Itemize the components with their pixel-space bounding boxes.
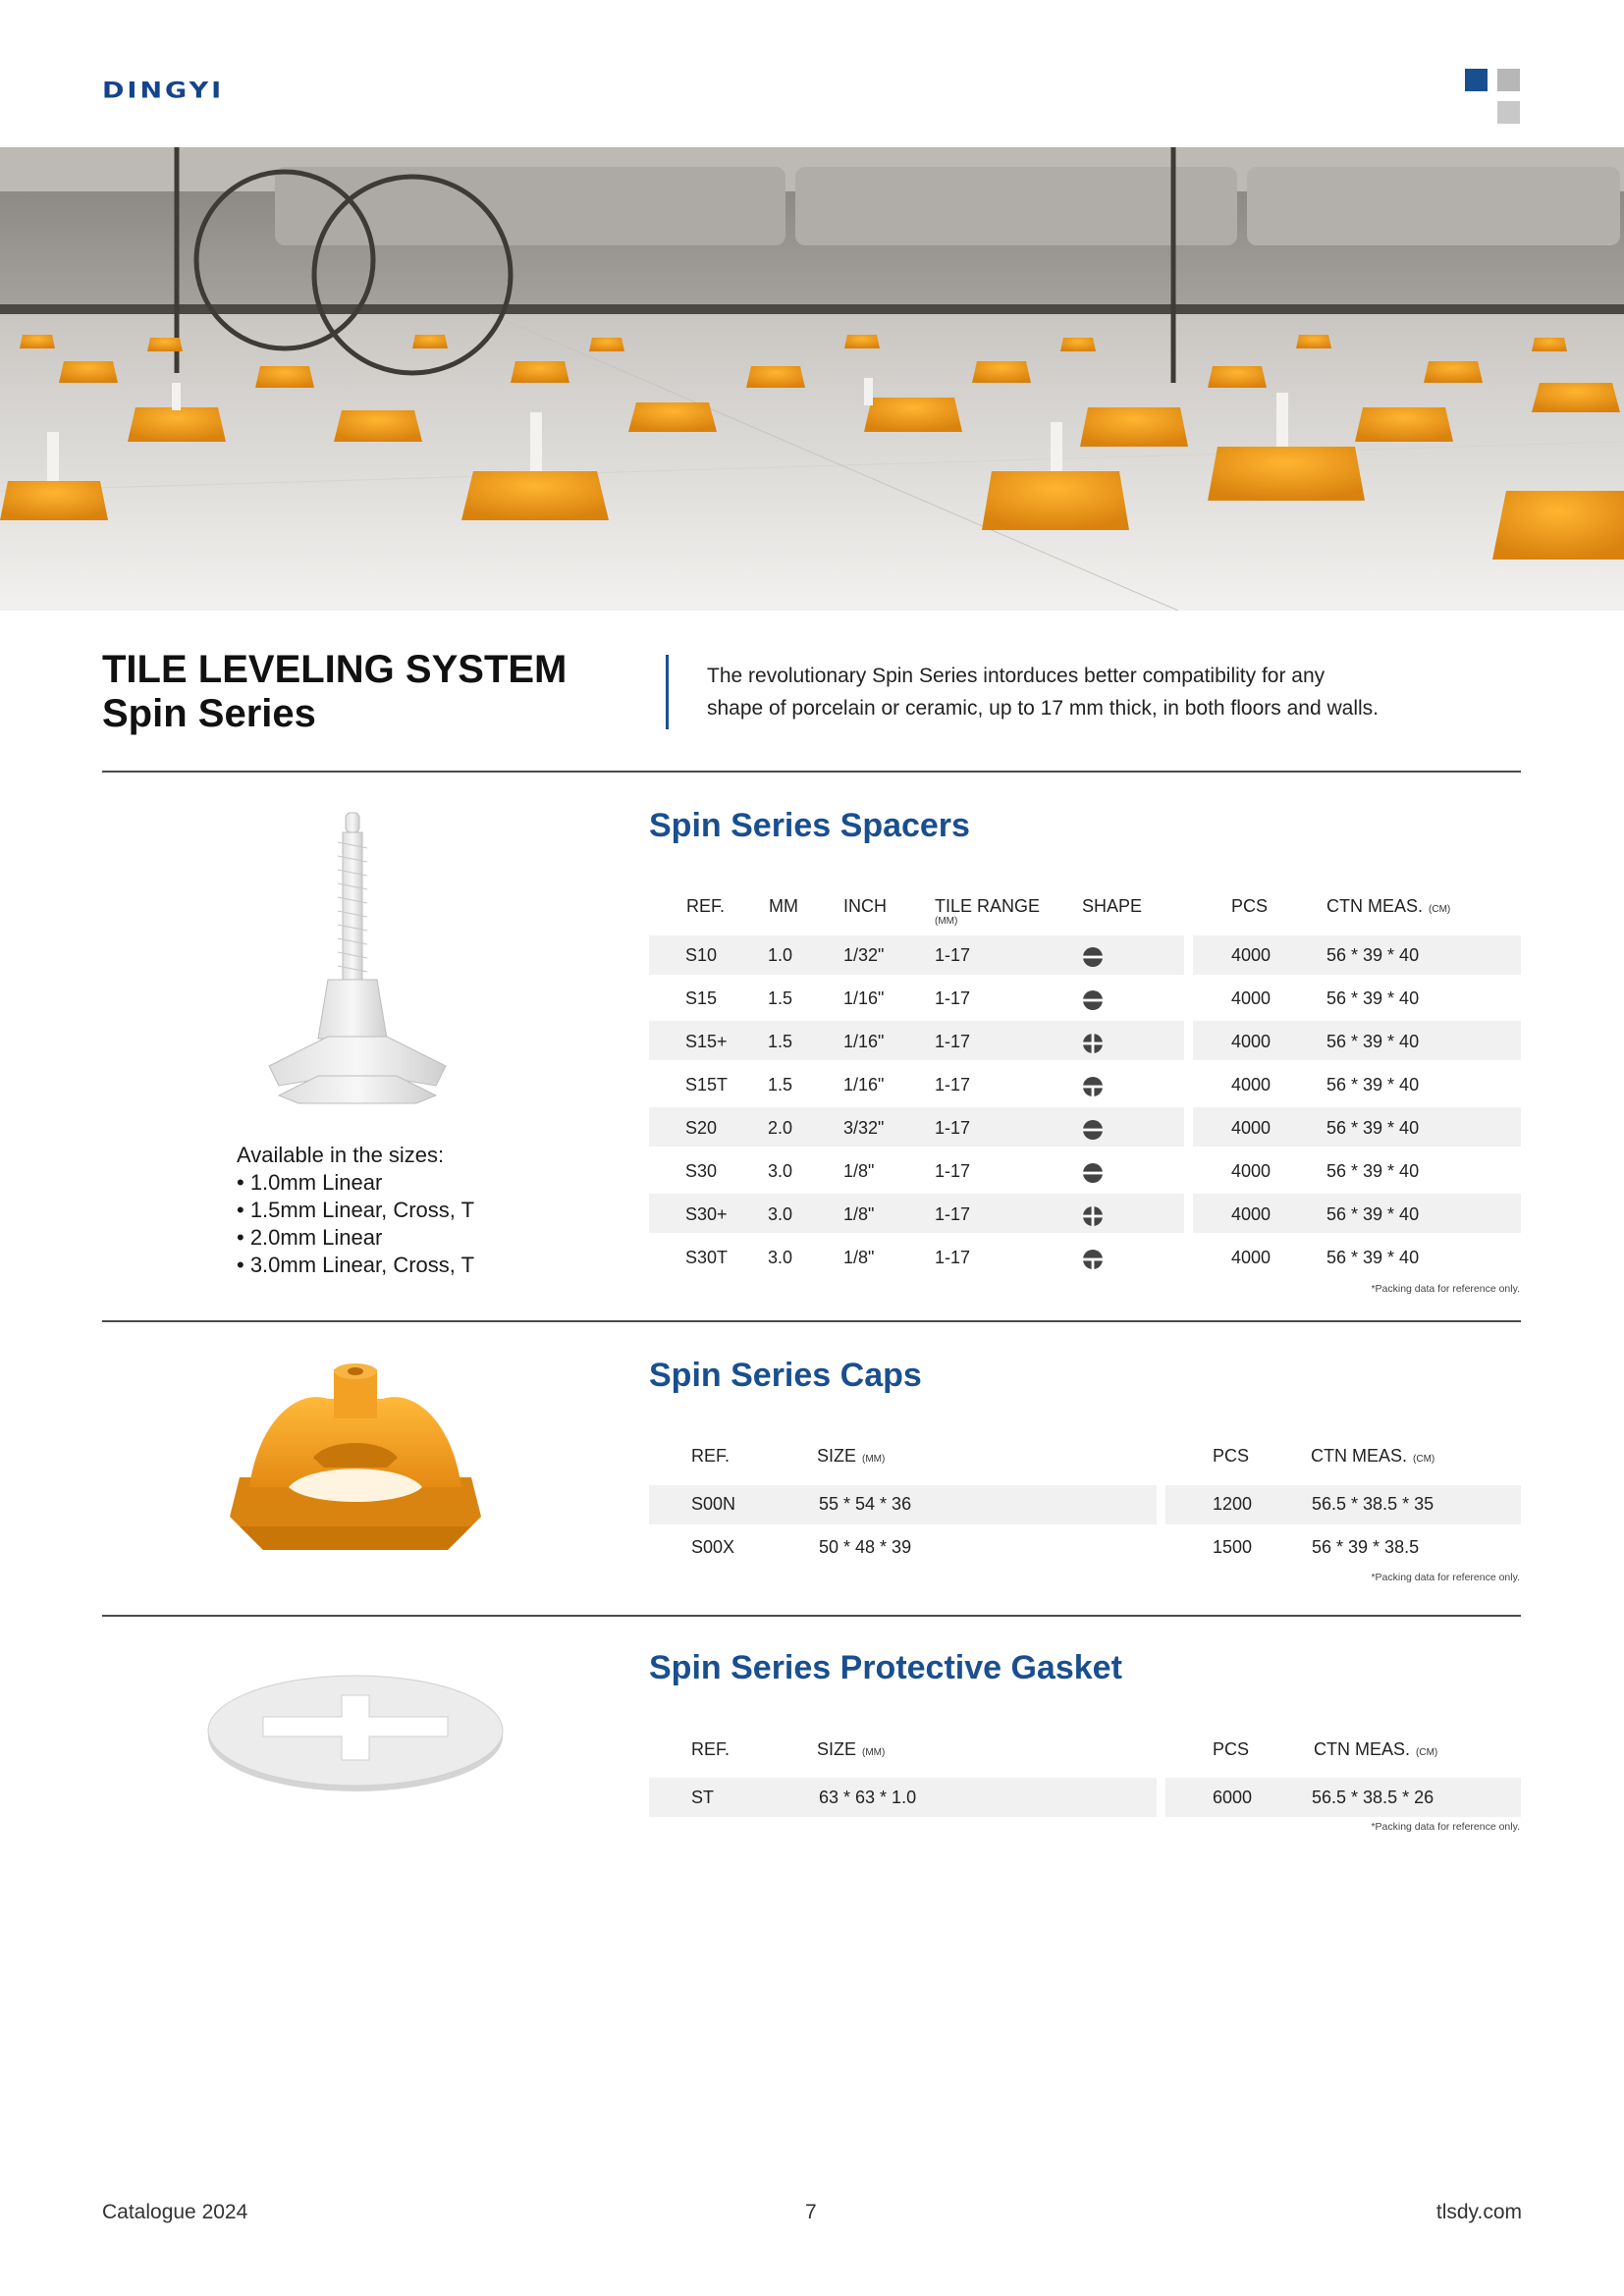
packing-note: *Packing data for reference only.	[1371, 1283, 1520, 1295]
table-cell: 1200	[1213, 1494, 1253, 1514]
intro-text: The revolutionary Spin Series intorduces better compatibility for any shape of porcelain or ceramic, up to 17 mm thick, in both floors and walls.	[707, 665, 1379, 720]
table-cell: 4000	[1231, 1248, 1272, 1267]
table-cell: 56 * 39 * 40	[1326, 988, 1420, 1008]
table-cell: 1-17	[935, 1075, 971, 1095]
table-cell: 56.5 * 38.5 * 26	[1312, 1788, 1435, 1807]
col-ctn: CTN MEAS. (CM)	[1314, 1739, 1438, 1759]
cross-icon	[1082, 1205, 1104, 1227]
col-tile-range: TILE RANGE (MM)	[935, 896, 1041, 927]
table-cell: 1.5	[768, 1075, 793, 1095]
corner-squares-icon	[1465, 69, 1522, 126]
size-item: • 2.0mm Linear	[237, 1225, 383, 1250]
size-item: • 1.0mm Linear	[237, 1170, 383, 1195]
table-cell: 56 * 39 * 40	[1326, 1118, 1420, 1138]
col-ctn: CTN MEAS. (CM)	[1311, 1446, 1435, 1466]
table-cell: S30T	[685, 1248, 729, 1267]
table-cell: 50 * 48 * 39	[819, 1537, 912, 1557]
footer-catalogue: Catalogue 2024	[102, 2201, 248, 2223]
table-cell: 4000	[1231, 988, 1272, 1008]
title-line-2: Spin Series	[102, 692, 316, 735]
col-inch: INCH	[843, 896, 887, 916]
linear-icon	[1082, 946, 1104, 968]
linear-icon	[1082, 989, 1104, 1011]
table-cell: S20	[685, 1118, 718, 1138]
table-cell: S30+	[685, 1204, 728, 1224]
table-cell: ST	[691, 1788, 715, 1807]
table-cell: 55 * 54 * 36	[819, 1494, 912, 1514]
brand-logo: DINGYI	[102, 79, 225, 104]
table-cell: S15T	[685, 1075, 729, 1095]
col-ctn: CTN MEAS. (CM)	[1326, 896, 1451, 916]
size-item: • 1.5mm Linear, Cross, T	[237, 1198, 475, 1222]
spacer-product-image	[259, 811, 456, 1107]
gasket-product-image	[204, 1674, 507, 1793]
t-icon	[1082, 1249, 1104, 1270]
table-cell: 3.0	[768, 1161, 793, 1181]
table-cell: 1-17	[935, 1248, 971, 1267]
col-pcs: PCS	[1213, 1739, 1250, 1759]
table-cell: 1/8"	[843, 1161, 875, 1181]
table-cell: 1/16"	[843, 1032, 885, 1051]
table-cell: 56 * 39 * 40	[1326, 945, 1420, 965]
table-cell: 4000	[1231, 1204, 1272, 1224]
table-cell: 1-17	[935, 1204, 971, 1224]
col-shape: SHAPE	[1082, 896, 1143, 916]
table-cell: 1/16"	[843, 988, 885, 1008]
table-cell: 1.0	[768, 945, 793, 965]
hero-image	[0, 147, 1624, 611]
table-cell: S10	[685, 945, 718, 965]
table-cell: 56 * 39 * 38.5	[1312, 1537, 1420, 1557]
table-cell: 1/32"	[843, 945, 885, 965]
page-number: 7	[805, 2201, 817, 2223]
table-cell: 1.5	[768, 988, 793, 1008]
divider	[102, 771, 1521, 773]
table-cell: 1-17	[935, 1161, 971, 1181]
col-pcs: PCS	[1213, 1446, 1250, 1466]
title-divider	[666, 655, 669, 729]
table-cell: 56 * 39 * 40	[1326, 1075, 1420, 1095]
table-cell: 56 * 39 * 40	[1326, 1161, 1420, 1181]
table-cell: 1/8"	[843, 1204, 875, 1224]
table-cell: 1.5	[768, 1032, 793, 1051]
t-icon	[1082, 1076, 1104, 1097]
table-cell: 4000	[1231, 1032, 1272, 1051]
cross-icon	[1082, 1033, 1104, 1054]
table-cell: 56 * 39 * 40	[1326, 1204, 1420, 1224]
table-cell: 1/8"	[843, 1248, 875, 1267]
table-cell: 4000	[1231, 1075, 1272, 1095]
packing-note: *Packing data for reference only.	[1371, 1821, 1520, 1833]
col-mm: MM	[769, 896, 798, 916]
table-cell: 56.5 * 38.5 * 35	[1312, 1494, 1435, 1514]
table-cell: 1-17	[935, 988, 971, 1008]
table-cell: S30	[685, 1161, 718, 1181]
table-cell: 2.0	[768, 1118, 793, 1138]
linear-icon	[1082, 1162, 1104, 1184]
col-size: SIZE (MM)	[817, 1739, 886, 1759]
page-title	[102, 648, 567, 736]
gasket-title: Spin Series Protective Gasket	[649, 1649, 1122, 1686]
table-cell: 3/32"	[843, 1118, 885, 1138]
col-size: SIZE (MM)	[817, 1446, 886, 1466]
table-cell: S00X	[691, 1537, 735, 1557]
caps-title: Spin Series Caps	[649, 1357, 922, 1394]
table-cell: 1500	[1213, 1537, 1253, 1557]
table-cell: S15	[685, 988, 718, 1008]
divider	[102, 1615, 1521, 1617]
col-ref: REF.	[691, 1739, 731, 1759]
table-cell: 4000	[1231, 1118, 1272, 1138]
available-sizes: Available in the sizes: • 1.0mm Linear • 1.5mm Linear, Cross, T • 2.0mm Linear • 3.0mm Linear, Cross, T	[237, 1143, 475, 1277]
table-cell: 3.0	[768, 1248, 793, 1267]
col-ref: REF.	[686, 896, 726, 916]
table-cell: 1-17	[935, 945, 971, 965]
col-ref: REF.	[691, 1446, 731, 1466]
linear-icon	[1082, 1119, 1104, 1141]
divider	[102, 1320, 1521, 1322]
table-cell: 1-17	[935, 1118, 971, 1138]
table-cell: S00N	[691, 1494, 736, 1514]
table-cell: 6000	[1213, 1788, 1253, 1807]
cap-product-image	[220, 1360, 491, 1571]
footer-website[interactable]: tlsdy.com	[1435, 2201, 1522, 2223]
spacers-title: Spin Series Spacers	[649, 807, 970, 844]
col-pcs: PCS	[1231, 896, 1269, 916]
table-cell: 1-17	[935, 1032, 971, 1051]
size-item: • 3.0mm Linear, Cross, T	[237, 1253, 475, 1277]
table-cell: 4000	[1231, 945, 1272, 965]
title-line-1: TILE LEVELING SYSTEM	[102, 648, 568, 691]
table-cell: 56 * 39 * 40	[1326, 1248, 1420, 1267]
table-cell: 56 * 39 * 40	[1326, 1032, 1420, 1051]
table-cell: 1/16"	[843, 1075, 885, 1095]
table-cell: 4000	[1231, 1161, 1272, 1181]
table-cell: 63 * 63 * 1.0	[819, 1788, 917, 1807]
packing-note: *Packing data for reference only.	[1371, 1572, 1520, 1583]
table-cell: S15+	[685, 1032, 728, 1051]
table-cell: 3.0	[768, 1204, 793, 1224]
